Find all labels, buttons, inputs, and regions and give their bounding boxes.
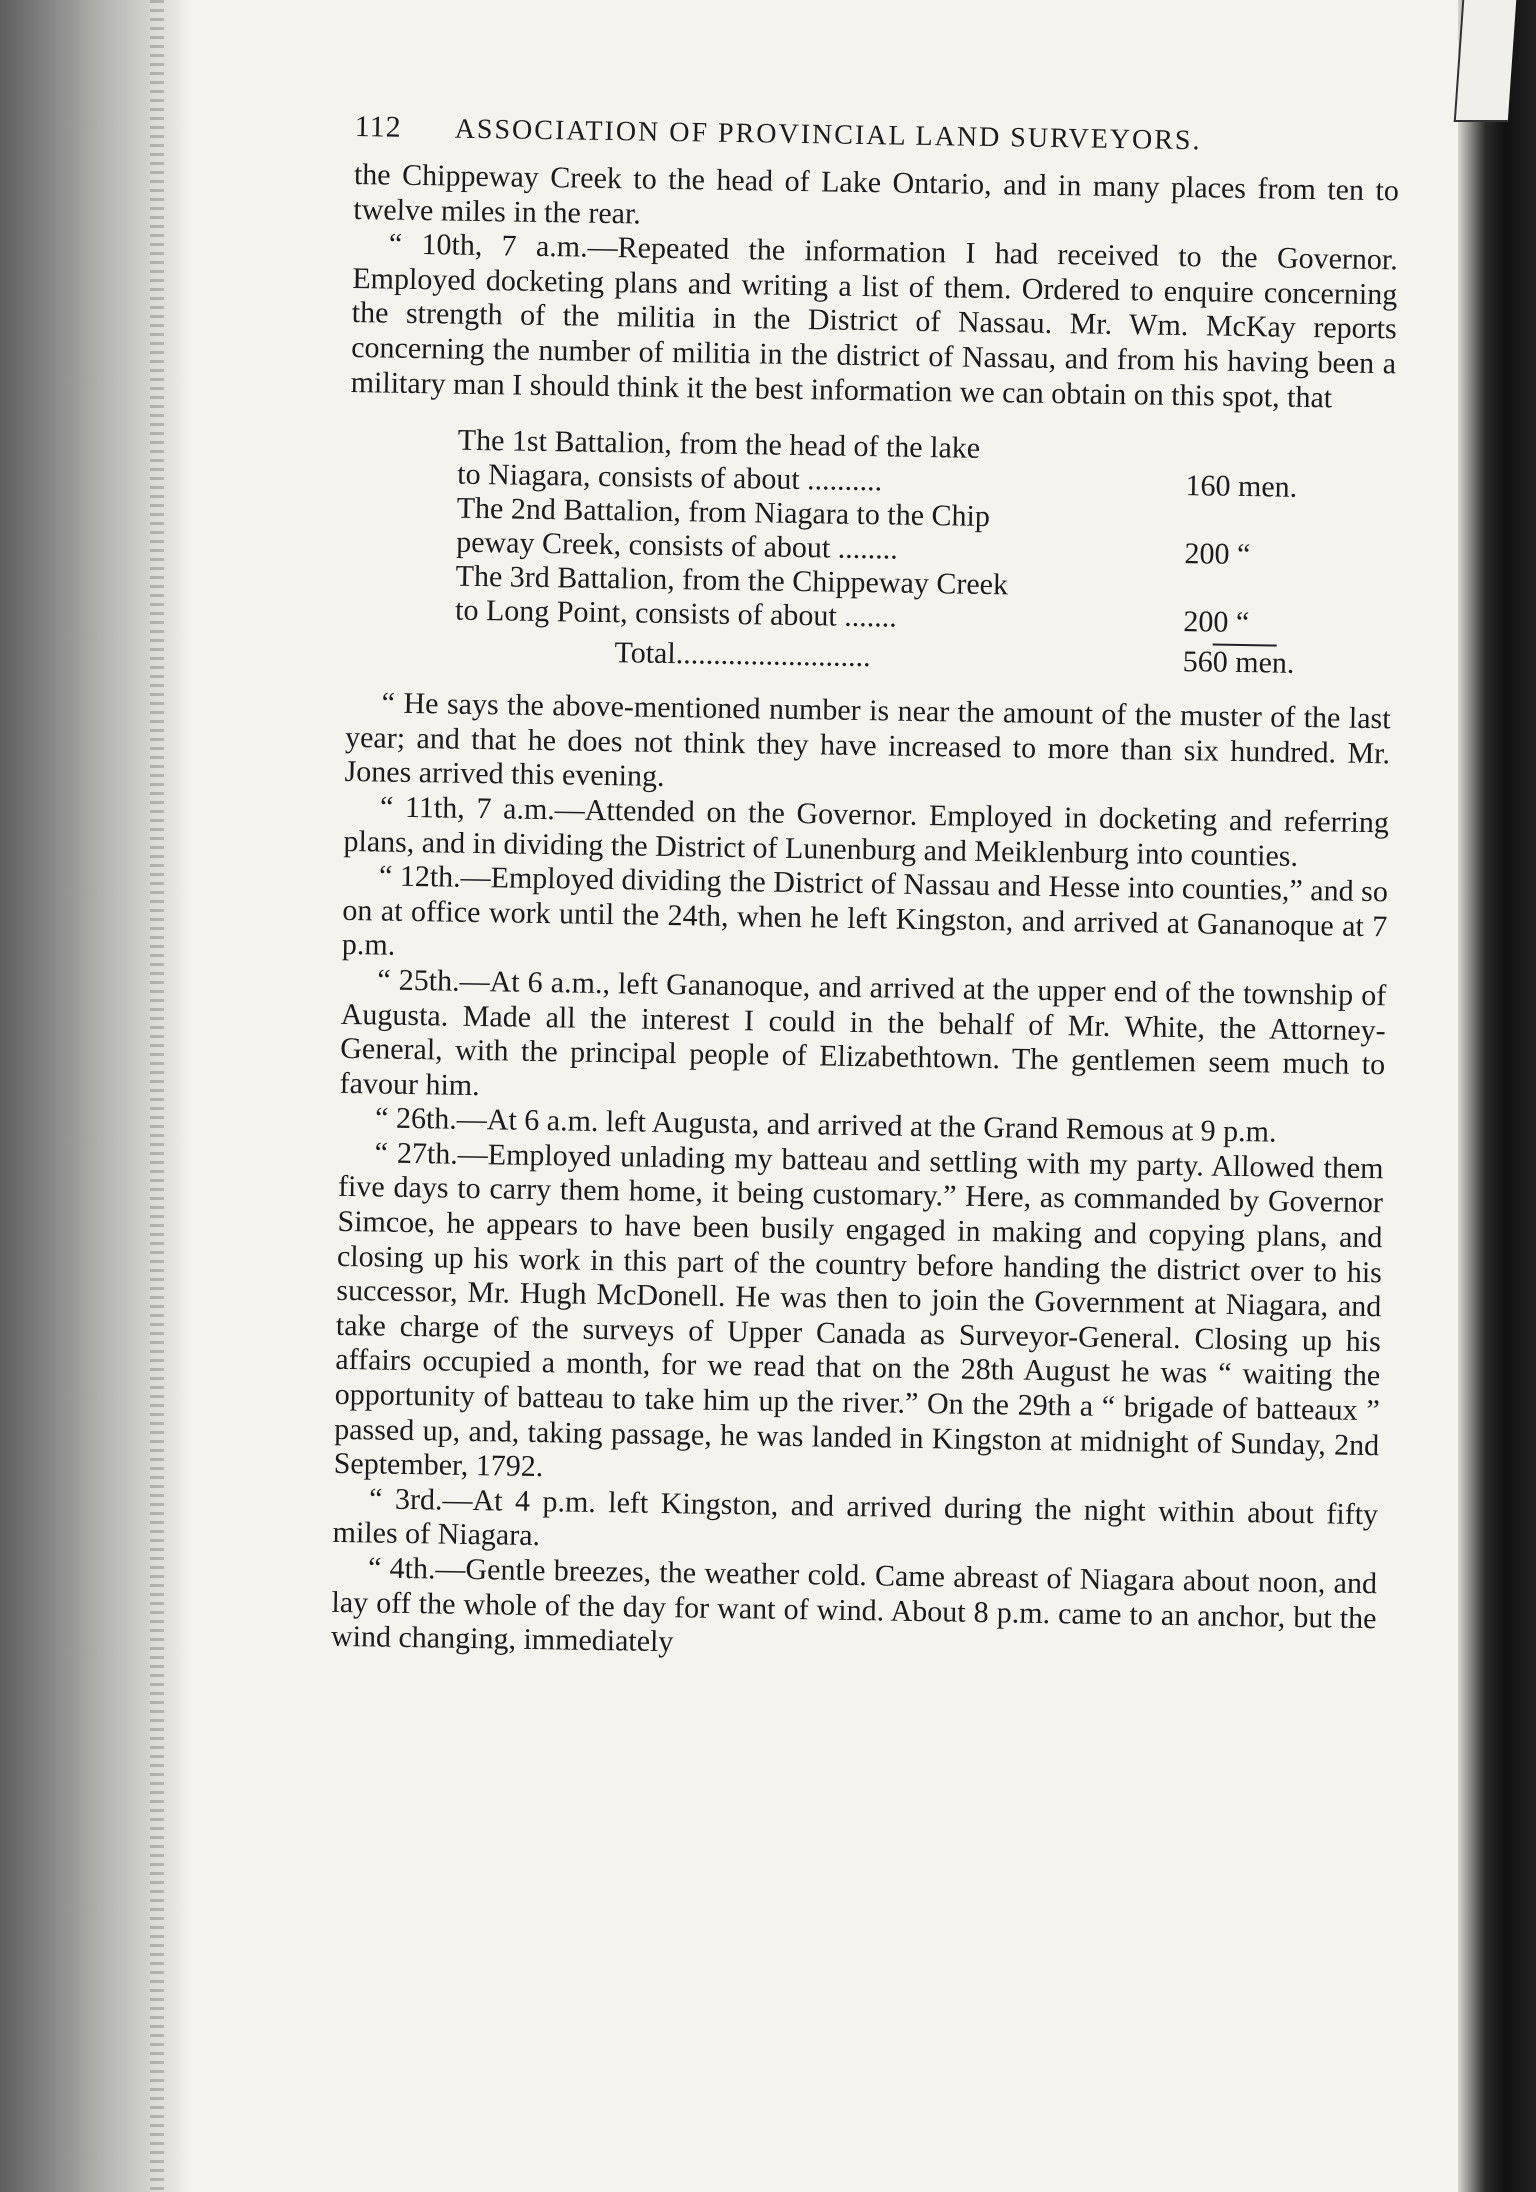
militia-table — [454, 424, 1298, 681]
battalion-line: The 3rd Battalion, from the Chippeway Creek — [455, 559, 1009, 602]
paragraph: “ 10th, 7 a.m.—Repeated the information I had received to the Governor. Employed docketing plans and writing a list of them. Ordered to enquire concerning the strength of the militia in the District of Nassau. Mr. Wm. McKay reports concerning the number of militia in the district of Nassau, and from his having been a military man I should think it the best information we can obtain on this spot, that — [350, 227, 1399, 414]
battalion-line: The 1st Battalion, from the head of the lake — [457, 423, 981, 466]
paragraph: “ 3rd.—At 4 p.m. left Kingston, and arrived during the night within about fifty miles of Niagara. — [332, 1482, 1379, 1553]
battalion-line: to Niagara, consists of about .......... — [457, 457, 883, 498]
paragraph: “ He says the above-mentioned number is near the amount of the muster of the last year; and that he does not think they have increased to more than six hundred. Mr. Jones arrived this evening. — [344, 686, 1391, 794]
running-title: ASSOCIATION OF PROVINCIAL LAND SURVEYORS. — [454, 113, 1202, 157]
book-page — [331, 110, 1400, 1671]
right-page-edge — [1458, 0, 1536, 2192]
paragraph: “ 11th, 7 a.m.—Attended on the Governor. Employed in docketing and referring plans, and in dividing the District of Lunenburg and Meiklenburg into counties. — [343, 790, 1390, 873]
battalion-line: to Long Point, consists of about ....... — [454, 593, 898, 634]
page-header — [354, 110, 1399, 160]
battalion-amount: 200 “ — [1183, 605, 1250, 640]
battalion-amount: 200 “ — [1184, 537, 1251, 572]
page-edge-texture — [150, 0, 164, 2192]
folded-page-corner — [1454, 0, 1517, 122]
battalion-line: peway Creek, consists of about ........ — [455, 525, 899, 566]
paragraph: “ 26th.—At 6 a.m. left Augusta, and arrived at the Grand Remous at 9 p.m. — [374, 1101, 1277, 1149]
paragraph: the Chippeway Creek to the head of Lake Ontario, and in many places from ten to twelve miles in the rear. — [353, 157, 1400, 231]
body-text — [350, 158, 1399, 417]
paragraph: “ 4th.—Gentle breezes, the weather cold. Came abreast of Niagara about noon, and lay off the whole of the day for want of wind. About 8 p.m. came to an anchor, but the wind changing, immediately — [330, 1551, 1378, 1659]
paragraph: “ 27th.—Employed unlading my batteau and settling with my party. Allowed them five days to carry them home, it being customary.” Here, as commanded by Governor Simcoe, he appears to have been busily engaged in making and copying plans, and closing up his work in this part of the country before handing the district over to his successor, Mr. Hugh McDonell. He was then to join the Government at Niagara, and take charge of the surveys of Upper Canada as Surveyor-General. Closing up his affairs occupied a month, for we read that on the 28th August he was “ waiting the opportunity of batteau to take him up the river.” On the 29th a “ brigade of batteaux ” passed up, and, taking passage, he was landed in Kingston at midnight of Sunday, 2nd September, 1792. — [333, 1136, 1384, 1484]
paragraph: “ 25th.—At 6 a.m., left Gananoque, and arrived at the upper end of the township of Augusta. Made all the interest I could in the behalf of Mr. White, the Attorney-General, with the principal people of Elizabethtown. The gentlemen seem much to favour him. — [339, 963, 1387, 1102]
page-number: 112 — [354, 110, 402, 144]
battalion-amount: 160 men. — [1185, 469, 1298, 504]
total-label: Total.......................... — [614, 636, 871, 674]
battalion-line: The 2nd Battalion, from Niagara to the Chip — [456, 491, 991, 534]
total-amount: 560 men. — [1182, 645, 1295, 680]
body-text — [331, 686, 1391, 1671]
paragraph: “ 12th.—Employed dividing the District of Nassau and Hesse into counties,” and so on at office work until the 24th, when he left Kingston, and arrived at Gananoque at 7 p.m. — [341, 859, 1389, 963]
